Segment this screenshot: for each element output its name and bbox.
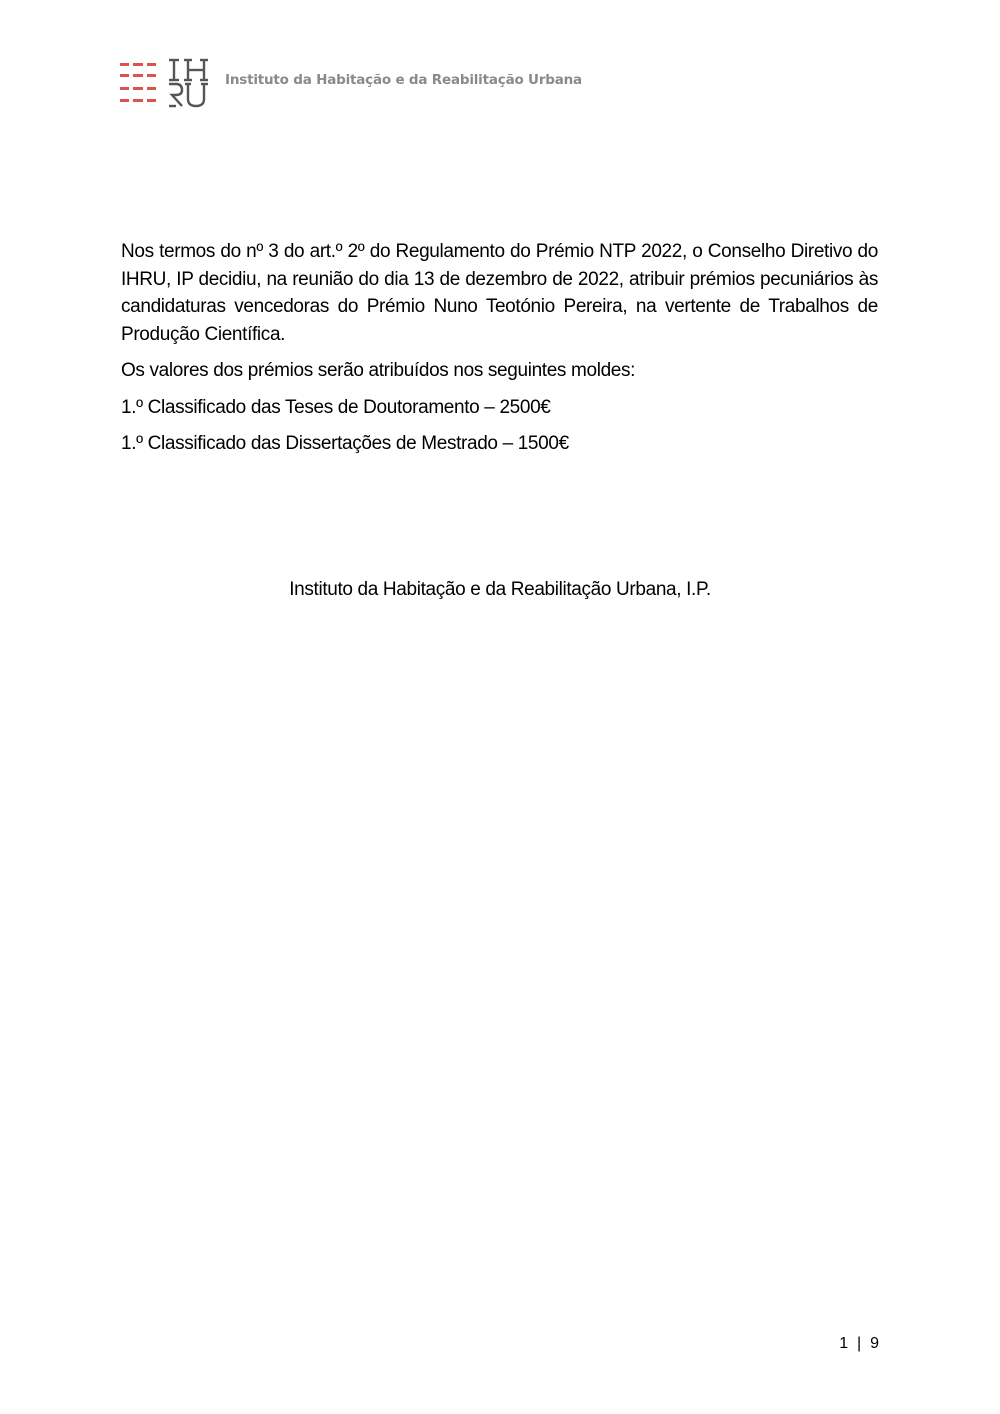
document-body (121, 238, 878, 467)
page-number: 1 | 9 (839, 1335, 879, 1352)
main-paragraph: Nos termos do nº 3 do art.º 2º do Regulamento do Prémio NTP 2022, o Conselho Diretivo do IHRU, IP decidiu, na reunião do dia 13 de dezembro de 2022, atribuir prémios pecuniários às candidaturas vencedoras do Prémio Nuno Teotónio Pereira, na vertente de Trabalhos de Produção Científica. (121, 241, 878, 345)
org-name: Instituto da Habitação e da Reabilitação Urbana (225, 72, 582, 88)
page-header (120, 58, 580, 106)
ihru-logo-icon (120, 58, 212, 106)
signature: Instituto da Habitação e da Reabilitação Urbana, I.P. (289, 579, 711, 600)
logo-letters (166, 56, 212, 108)
prize-item-doctorate: 1.º Classificado das Teses de Doutoramento – 2500€ (121, 396, 551, 418)
prize-item-masters: 1.º Classificado das Dissertações de Mestrado – 1500€ (121, 433, 569, 454)
logo-dashes (120, 61, 160, 103)
prizes-intro: Os valores dos prémios serão atribuídos nos seguintes moldes: (121, 360, 636, 381)
